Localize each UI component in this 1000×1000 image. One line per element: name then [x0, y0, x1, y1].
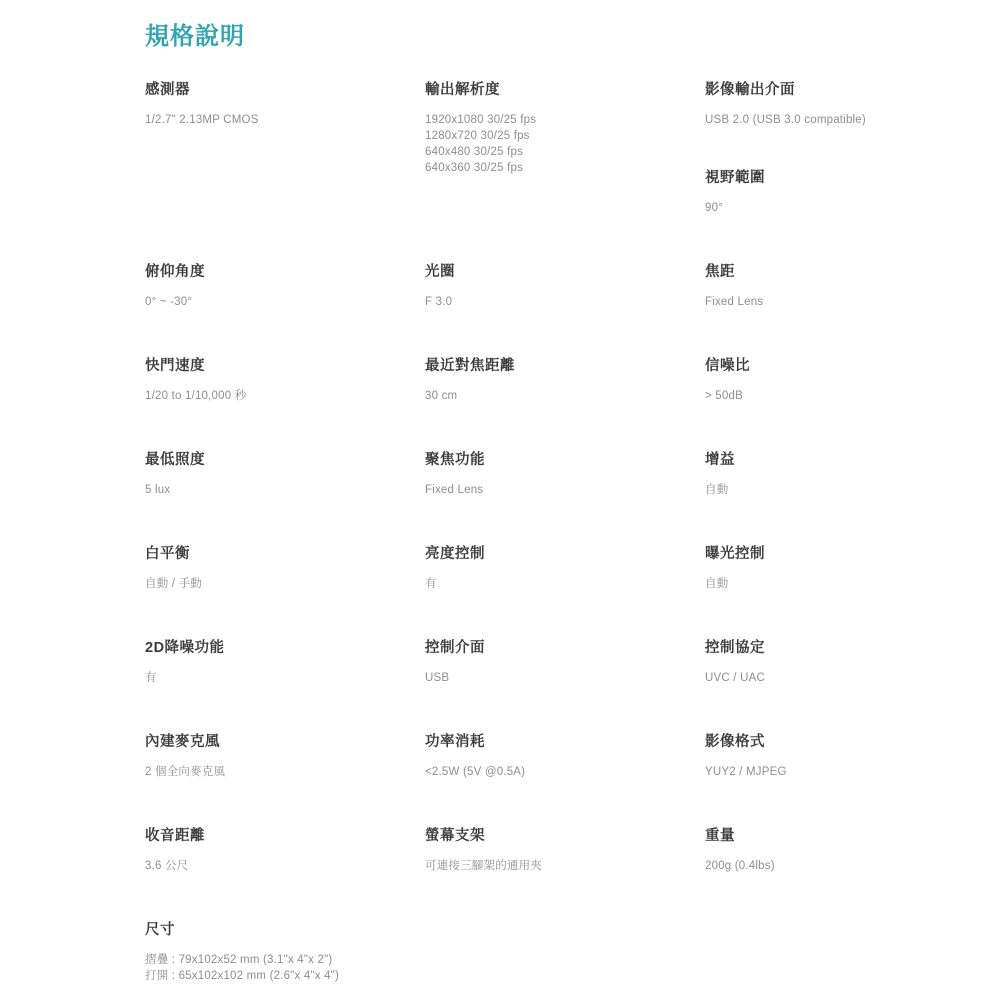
- spec-item-field-of-view: [705, 166, 870, 216]
- spec-item-value: 5 lux: [145, 484, 171, 496]
- spec-item-value: UVC / UAC: [705, 672, 765, 684]
- spec-row: [145, 542, 870, 592]
- spec-cell: [425, 260, 705, 310]
- spec-item-value: USB: [425, 672, 450, 684]
- spec-cell: [145, 824, 425, 874]
- spec-item-focus-function: [425, 448, 705, 498]
- spec-row: [145, 354, 870, 404]
- spec-item-value: 自動: [705, 578, 729, 590]
- page-title: 規格說明: [145, 23, 245, 50]
- spec-cell: [425, 636, 705, 686]
- spec-item-tilt-angle: [145, 260, 425, 310]
- spec-grid: [145, 78, 870, 984]
- spec-item-gain: [705, 448, 870, 498]
- spec-item-value: 90°: [705, 202, 723, 214]
- spec-cell: [145, 448, 425, 498]
- spec-item-signal-noise-ratio: [705, 354, 870, 404]
- spec-item-sensor: [145, 78, 425, 128]
- spec-item-value: > 50dB: [705, 390, 743, 402]
- spec-item-control-protocol: [705, 636, 870, 686]
- spec-item-title: 視野範圍: [705, 170, 765, 186]
- spec-item-title: 白平衡: [145, 546, 190, 562]
- spec-item-title: 光圈: [425, 264, 455, 280]
- spec-row: [145, 730, 870, 780]
- spec-row: [145, 918, 870, 984]
- spec-item-title: 增益: [705, 452, 735, 468]
- spec-item-value: 摺疊 : 79x102x52 mm (3.1"x 4"x 2"): [145, 954, 333, 966]
- spec-item-2d-noise-reduction: [145, 636, 425, 686]
- spec-row: [145, 636, 870, 686]
- spec-item-power-consumption: [425, 730, 705, 780]
- spec-item-value: <2.5W (5V @0.5A): [425, 766, 526, 778]
- spec-item-value: 0° ~ -30°: [145, 296, 193, 308]
- spec-cell: [705, 354, 870, 404]
- spec-item-shutter-speed: [145, 354, 425, 404]
- spec-item-monitor-mount: [425, 824, 705, 874]
- spec-item-audio-pickup-range: [145, 824, 425, 874]
- spec-item-video-output-interface: [705, 78, 870, 128]
- spec-item-title: 輸出解析度: [425, 82, 500, 98]
- spec-item-value: 有: [425, 578, 437, 590]
- spec-item-value: 可連接三腳架的通用夾: [425, 860, 542, 872]
- spec-item-value: F 3.0: [425, 296, 453, 308]
- spec-cell: [705, 260, 870, 310]
- spec-item-value: Fixed Lens: [705, 296, 764, 308]
- spec-item-min-focus-distance: [425, 354, 705, 404]
- spec-item-value: 打開 : 65x102x102 mm (2.6"x 4"x 4"): [145, 970, 339, 982]
- spec-item-value: 640x480 30/25 fps: [425, 146, 524, 158]
- spec-cell: [425, 542, 705, 592]
- spec-item-title: 2D降噪功能: [145, 640, 225, 656]
- spec-item-exposure-control: [705, 542, 870, 592]
- spec-item-title: 重量: [705, 828, 735, 844]
- spec-item-title: 螢幕支架: [425, 828, 485, 844]
- spec-item-title: 最近對焦距離: [425, 358, 515, 374]
- spec-cell: [705, 730, 870, 780]
- spec-cell: [145, 918, 425, 984]
- spec-item-value: 1/20 to 1/10,000 秒: [145, 390, 247, 402]
- spec-cell: [425, 448, 705, 498]
- spec-item-brightness-control: [425, 542, 705, 592]
- spec-cell: [145, 354, 425, 404]
- spec-row: [145, 448, 870, 498]
- spec-item-built-in-microphone: [145, 730, 425, 780]
- spec-cell: [705, 636, 870, 686]
- spec-item-video-format: [705, 730, 870, 780]
- spec-item-value: YUY2 / MJPEG: [705, 766, 787, 778]
- spec-item-output-resolution: [425, 78, 705, 176]
- spec-item-title: 曝光控制: [705, 546, 765, 562]
- spec-item-title: 快門速度: [145, 358, 205, 374]
- spec-item-value: 有: [145, 672, 157, 684]
- spec-item-aperture: [425, 260, 705, 310]
- spec-row: [145, 78, 870, 216]
- spec-item-value: 1920x1080 30/25 fps: [425, 114, 537, 126]
- spec-cell: [425, 78, 705, 216]
- spec-item-min-illumination: [145, 448, 425, 498]
- spec-cell: [705, 78, 870, 216]
- spec-item-title: 影像輸出介面: [705, 82, 795, 98]
- spec-row: [145, 260, 870, 310]
- spec-cell: [145, 730, 425, 780]
- spec-item-dimensions: [145, 918, 425, 984]
- spec-item-value: 自動 / 手動: [145, 578, 202, 590]
- spec-item-title: 俯仰角度: [145, 264, 205, 280]
- spec-item-focal-length: [705, 260, 870, 310]
- spec-item-title: 控制介面: [425, 640, 485, 656]
- spec-item-value: USB 2.0 (USB 3.0 compatible): [705, 114, 866, 126]
- spec-cell: [705, 542, 870, 592]
- spec-item-title: 功率消耗: [425, 734, 485, 750]
- spec-item-title: 尺寸: [145, 922, 175, 938]
- spec-cell: [425, 730, 705, 780]
- spec-cell: [705, 824, 870, 874]
- spec-cell: [425, 354, 705, 404]
- spec-item-value: 自動: [705, 484, 729, 496]
- spec-cell: [145, 542, 425, 592]
- spec-item-title: 內建麥克風: [145, 734, 220, 750]
- spec-item-value: 30 cm: [425, 390, 458, 402]
- spec-item-value: 1/2.7" 2.13MP CMOS: [145, 114, 259, 126]
- spec-row: [145, 824, 870, 874]
- spec-item-title: 最低照度: [145, 452, 205, 468]
- spec-item-title: 信噪比: [705, 358, 750, 374]
- spec-cell: [145, 260, 425, 310]
- spec-cell: [705, 448, 870, 498]
- spec-item-title: 亮度控制: [425, 546, 485, 562]
- spec-item-value: 3.6 公尺: [145, 860, 189, 872]
- spec-item-value: 200g (0.4lbs): [705, 860, 775, 872]
- spec-item-white-balance: [145, 542, 425, 592]
- spec-item-title: 聚焦功能: [425, 452, 485, 468]
- spec-item-control-interface: [425, 636, 705, 686]
- spec-item-value: 640x360 30/25 fps: [425, 162, 524, 174]
- spec-item-weight: [705, 824, 870, 874]
- spec-item-title: 收音距離: [145, 828, 205, 844]
- spec-item-value: 1280x720 30/25 fps: [425, 130, 530, 142]
- spec-cell: [425, 824, 705, 874]
- spec-cell: [145, 636, 425, 686]
- spec-item-title: 感測器: [145, 82, 190, 98]
- spec-item-title: 焦距: [705, 264, 735, 280]
- spec-item-value: 2 個全向麥克風: [145, 766, 226, 778]
- spec-item-title: 影像格式: [705, 734, 765, 750]
- spec-item-value: Fixed Lens: [425, 484, 484, 496]
- spec-item-title: 控制協定: [705, 640, 765, 656]
- spec-cell: [145, 78, 425, 216]
